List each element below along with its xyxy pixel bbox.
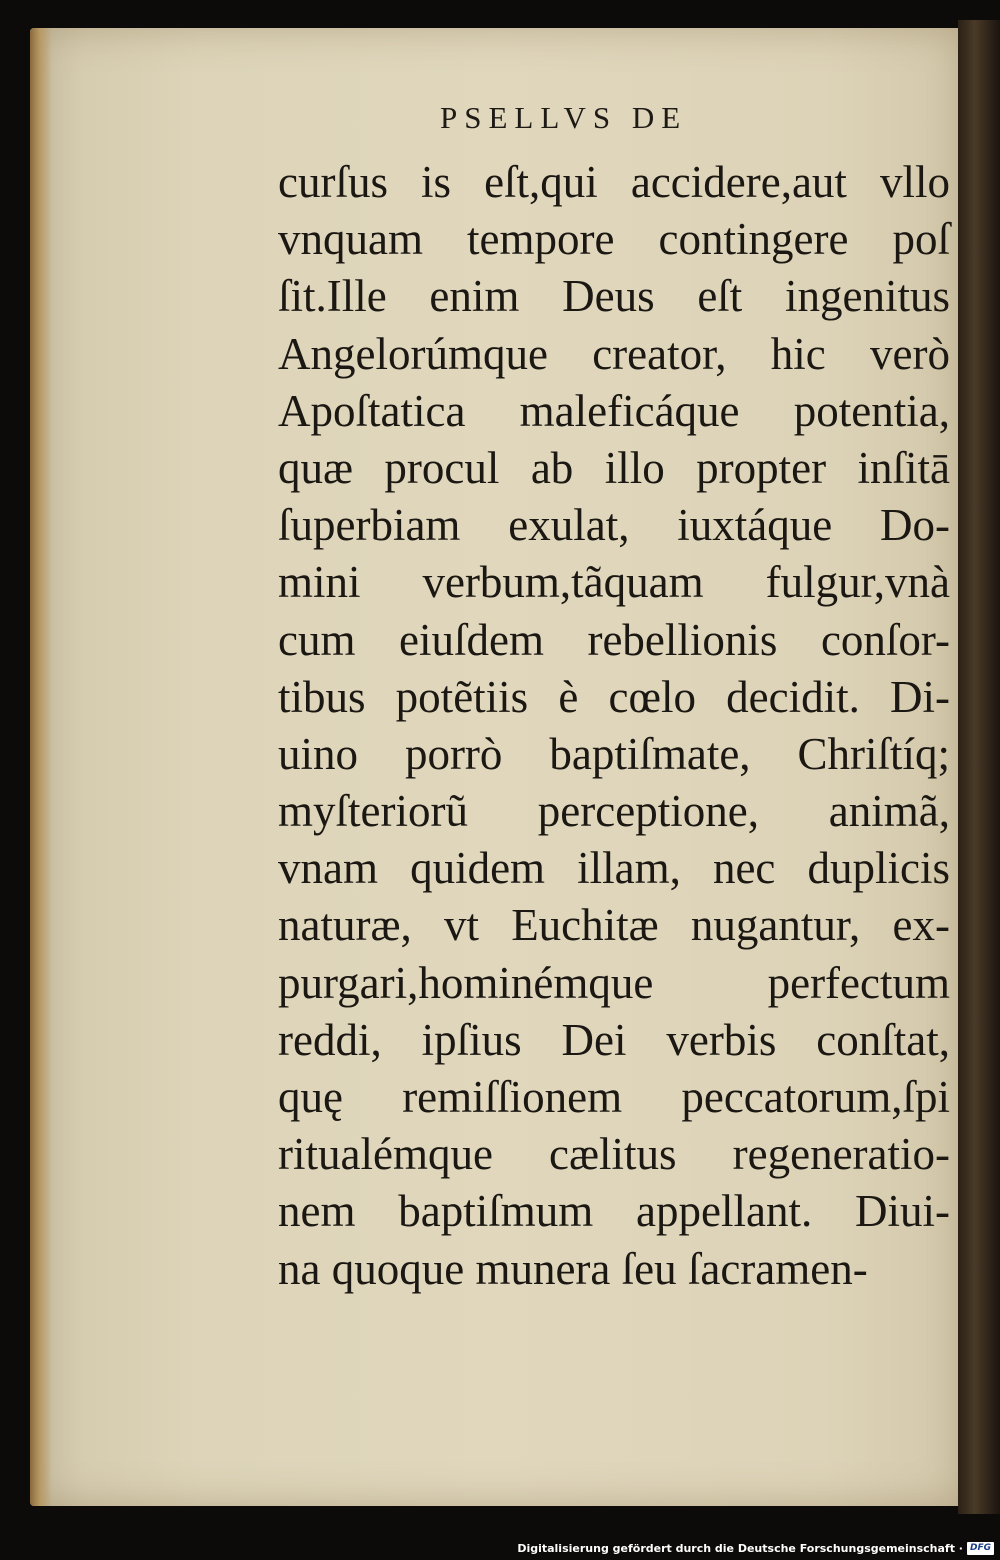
text-line: Angelorúmque creator, hic verò [278,328,950,379]
dfg-logo-icon: DFG [967,1542,994,1555]
text-line: vnam quidem illam, nec duplicis [278,843,950,894]
text-line: naturæ, vt Euchitæ nugantur, ex- [278,900,950,951]
text-line: ſuperbiam exulat, iuxtáque Do- [278,500,950,551]
text-line: curſus is eſt,qui accidere,aut vllo [278,157,950,207]
text-line: vnquam tempore contingere poſ [278,214,950,265]
text-line: tibus potẽtiis è cœlo decidit. Di- [278,671,950,722]
page-edge [958,20,1000,1514]
text-line: ritualémque cælitus regeneratio- [278,1129,950,1180]
digitization-credit [517,1539,994,1557]
text-line: myſteriorũ perceptione, animã, [278,786,950,837]
text-line: quæ procul ab illo propter inſitā [278,442,950,493]
text-line: na quoque munera ſeu ſacramen- [278,1243,868,1294]
text-line: reddi, ipſius Dei verbis conſtat, [278,1014,950,1065]
text-line: quę remiſſionem peccatorum,ſpi [278,1072,950,1122]
text-line: nem baptiſmum appellant. Diui- [278,1186,950,1237]
page-gutter-shadow [30,28,52,1506]
text-line: purgari,hominémque perfectum [278,957,950,1008]
text-line: cum eiuſdem rebellionis conſor- [278,614,950,665]
body-text [278,154,950,1298]
text-line: uino porrò baptiſmate, Chriſtíq; [278,728,950,779]
text-line: ſit.Ille enim Deus eſt ingenitus [278,271,950,322]
running-head: PSELLVS DE [440,100,688,135]
credit-text: Digitalisierung gefördert durch die Deutsche Forschungsgemeinschaft · [517,1541,963,1555]
text-line: Apoſtatica maleficáque potentia, [278,385,950,436]
text-line: mini verbum,tãquam fulgur,vnà [278,557,950,608]
